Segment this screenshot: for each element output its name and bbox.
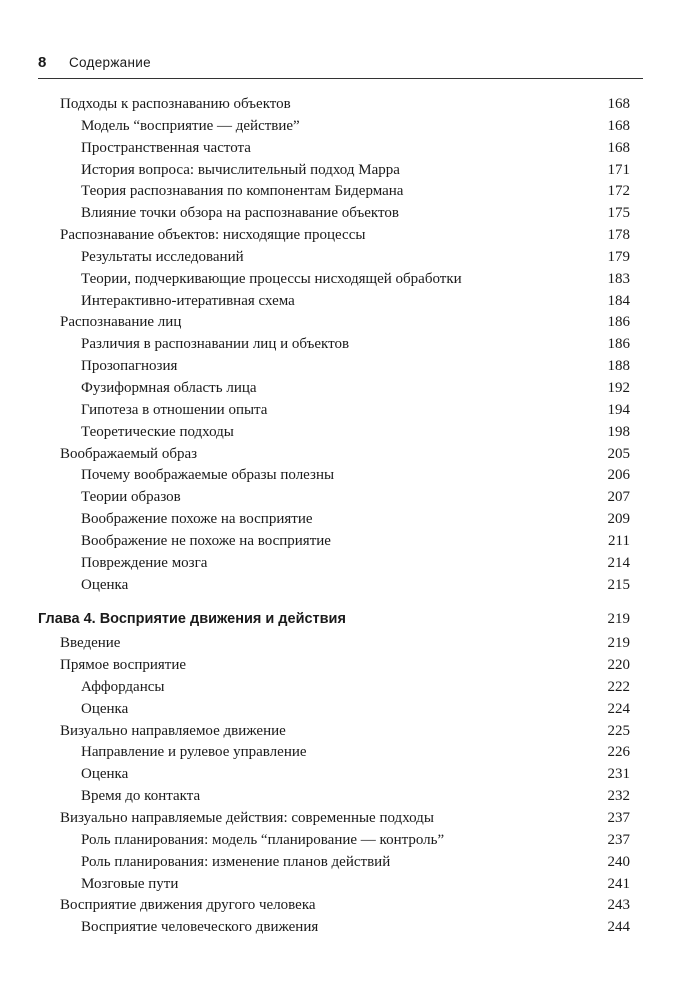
- toc-entry: [38, 874, 630, 896]
- toc-entry: [38, 116, 630, 138]
- toc-entry: [38, 291, 630, 313]
- toc-entry: [38, 444, 630, 466]
- toc-entry-page: 237: [607, 831, 630, 848]
- toc-entry: [38, 830, 630, 852]
- toc-entry-page: 219: [607, 635, 630, 652]
- toc-entry: [38, 269, 630, 291]
- toc-entry-page: 237: [607, 810, 630, 826]
- toc-entry-title: Глава 4. Восприятие движения и действия: [38, 611, 346, 628]
- toc-entry: [38, 94, 630, 116]
- toc-entry-page: 168: [607, 139, 630, 156]
- toc-entry-page: 219: [607, 611, 630, 628]
- toc-entry: [38, 808, 630, 830]
- toc-entry-title: Прозопагнозия: [81, 358, 178, 375]
- toc-entry-title: Гипотеза в отношении опыта: [81, 401, 268, 418]
- toc-entry-page: 171: [607, 161, 630, 178]
- toc-entry: [38, 852, 630, 874]
- toc-entry-page: 172: [607, 183, 630, 200]
- toc-entry: [38, 400, 630, 422]
- toc-entry-page: 168: [607, 96, 630, 112]
- toc-entry-title: Интерактивно-итеративная схема: [81, 292, 295, 309]
- toc-entry-title: Роль планирования: изменение планов действий: [81, 853, 391, 870]
- toc-entry: [38, 764, 630, 786]
- toc-entry-title: Восприятие человеческого движения: [81, 919, 319, 936]
- running-title: Содержание: [69, 55, 151, 70]
- toc-entry-page: 178: [607, 227, 630, 244]
- toc-entry: [38, 721, 630, 743]
- toc-entry-title: Оценка: [81, 766, 129, 783]
- toc-entry-page: 240: [607, 853, 630, 870]
- toc-entry-title: История вопроса: вычислительный подход Марра: [81, 161, 400, 178]
- toc-entry-page: 220: [607, 657, 630, 674]
- toc-entry: [38, 247, 630, 269]
- toc-entry-page: 211: [608, 532, 630, 549]
- toc-entry-page: 222: [607, 678, 630, 695]
- toc-entry-page: 186: [607, 314, 630, 331]
- toc-entry-title: Модель “восприятие — действие”: [81, 117, 300, 134]
- toc-entry-title: Воображение не похоже на восприятие: [81, 532, 331, 549]
- toc-entry-page: 241: [607, 875, 630, 892]
- toc-entry-title: Почему воображаемые образы полезны: [81, 467, 335, 484]
- toc-entry: [38, 356, 630, 378]
- page-header: [38, 50, 643, 79]
- toc-entry-page: 198: [607, 423, 630, 440]
- toc-chapter-entry: [38, 609, 630, 631]
- toc-entry-title: Роль планирования: модель “планирование — контроль”: [81, 831, 445, 848]
- table-of-contents: [38, 94, 630, 939]
- toc-entry-title: Различия в распознавании лиц и объектов: [81, 336, 350, 353]
- toc-entry: [38, 917, 630, 939]
- toc-entry-title: Теоретические подходы: [81, 423, 234, 440]
- toc-entry: [38, 699, 630, 721]
- toc-entry-title: Результаты исследований: [81, 248, 244, 265]
- toc-entry: [38, 487, 630, 509]
- toc-entry: [38, 312, 630, 334]
- toc-entry-page: 209: [607, 511, 630, 528]
- toc-entry-page: 224: [607, 700, 630, 717]
- toc-entry: [38, 465, 630, 487]
- toc-entry-title: Подходы к распознаванию объектов: [60, 96, 291, 112]
- toc-entry-title: Воображаемый образ: [60, 445, 198, 462]
- toc-entry-title: Теории, подчеркивающие процессы нисходящей обработки: [81, 270, 462, 287]
- toc-entry: [38, 422, 630, 444]
- toc-entry-page: 183: [607, 270, 630, 287]
- toc-entry: [38, 575, 630, 597]
- toc-entry: [38, 655, 630, 677]
- toc-entry: [38, 225, 630, 247]
- toc-entry-title: Пространственная частота: [81, 139, 251, 156]
- toc-entry-title: Повреждение мозга: [81, 554, 208, 571]
- toc-entry-page: 179: [607, 248, 630, 265]
- toc-entry-title: Влияние точки обзора на распознавание объектов: [81, 205, 399, 222]
- toc-entry-page: 192: [607, 379, 630, 396]
- toc-entry-page: 194: [607, 401, 630, 418]
- toc-entry-page: 207: [607, 489, 630, 506]
- page-number: 8: [38, 54, 47, 71]
- toc-entry: [38, 895, 630, 917]
- toc-entry: [38, 334, 630, 356]
- toc-entry-title: Мозговые пути: [81, 875, 179, 892]
- toc-entry-title: Оценка: [81, 576, 129, 593]
- toc-entry-page: 205: [607, 445, 630, 462]
- toc-entry: [38, 786, 630, 808]
- toc-entry-title: Восприятие движения другого человека: [60, 897, 316, 914]
- toc-entry-title: Направление и рулевое управление: [81, 744, 307, 761]
- toc-entry-page: 243: [607, 897, 630, 914]
- toc-entry: [38, 203, 630, 225]
- toc-entry-page: 184: [607, 292, 630, 309]
- toc-entry: [38, 160, 630, 182]
- toc-entry-page: 168: [607, 117, 630, 134]
- toc-entry-title: Распознавание объектов: нисходящие процессы: [60, 227, 366, 244]
- toc-entry: [38, 509, 630, 531]
- toc-entry-title: Теории образов: [81, 489, 181, 506]
- toc-entry-title: Время до контакта: [81, 788, 201, 805]
- toc-entry-page: 206: [607, 467, 630, 484]
- toc-entry-page: 175: [607, 205, 630, 222]
- toc-entry-page: 231: [607, 766, 630, 783]
- toc-entry-title: Аффордансы: [81, 678, 165, 695]
- toc-entry-title: Распознавание лиц: [60, 314, 182, 331]
- toc-entry-page: 215: [607, 576, 630, 593]
- toc-entry: [38, 742, 630, 764]
- toc-entry-title: Визуально направляемое движение: [60, 722, 286, 739]
- toc-entry-page: 188: [607, 358, 630, 375]
- toc-entry-page: 244: [607, 919, 630, 936]
- toc-entry: [38, 677, 630, 699]
- toc-entry-page: 186: [607, 336, 630, 353]
- toc-entry-title: Воображение похоже на восприятие: [81, 511, 313, 528]
- toc-entry-page: 226: [607, 744, 630, 761]
- toc-entry: [38, 553, 630, 575]
- toc-entry-title: Оценка: [81, 700, 129, 717]
- toc-entry: [38, 633, 630, 655]
- toc-entry: [38, 138, 630, 160]
- toc-entry-title: Введение: [60, 635, 121, 652]
- toc-entry-title: Визуально направляемые действия: современные подходы: [60, 810, 434, 826]
- toc-entry-title: Фузиформная область лица: [81, 379, 257, 396]
- toc-entry-page: 214: [607, 554, 630, 571]
- toc-entry: [38, 181, 630, 203]
- toc-entry-title: Теория распознавания по компонентам Бидермана: [81, 183, 404, 200]
- toc-entry-page: 225: [607, 722, 630, 739]
- toc-entry-title: Прямое восприятие: [60, 657, 187, 674]
- toc-entry: [38, 378, 630, 400]
- toc-entry-page: 232: [607, 788, 630, 805]
- toc-entry: [38, 531, 630, 553]
